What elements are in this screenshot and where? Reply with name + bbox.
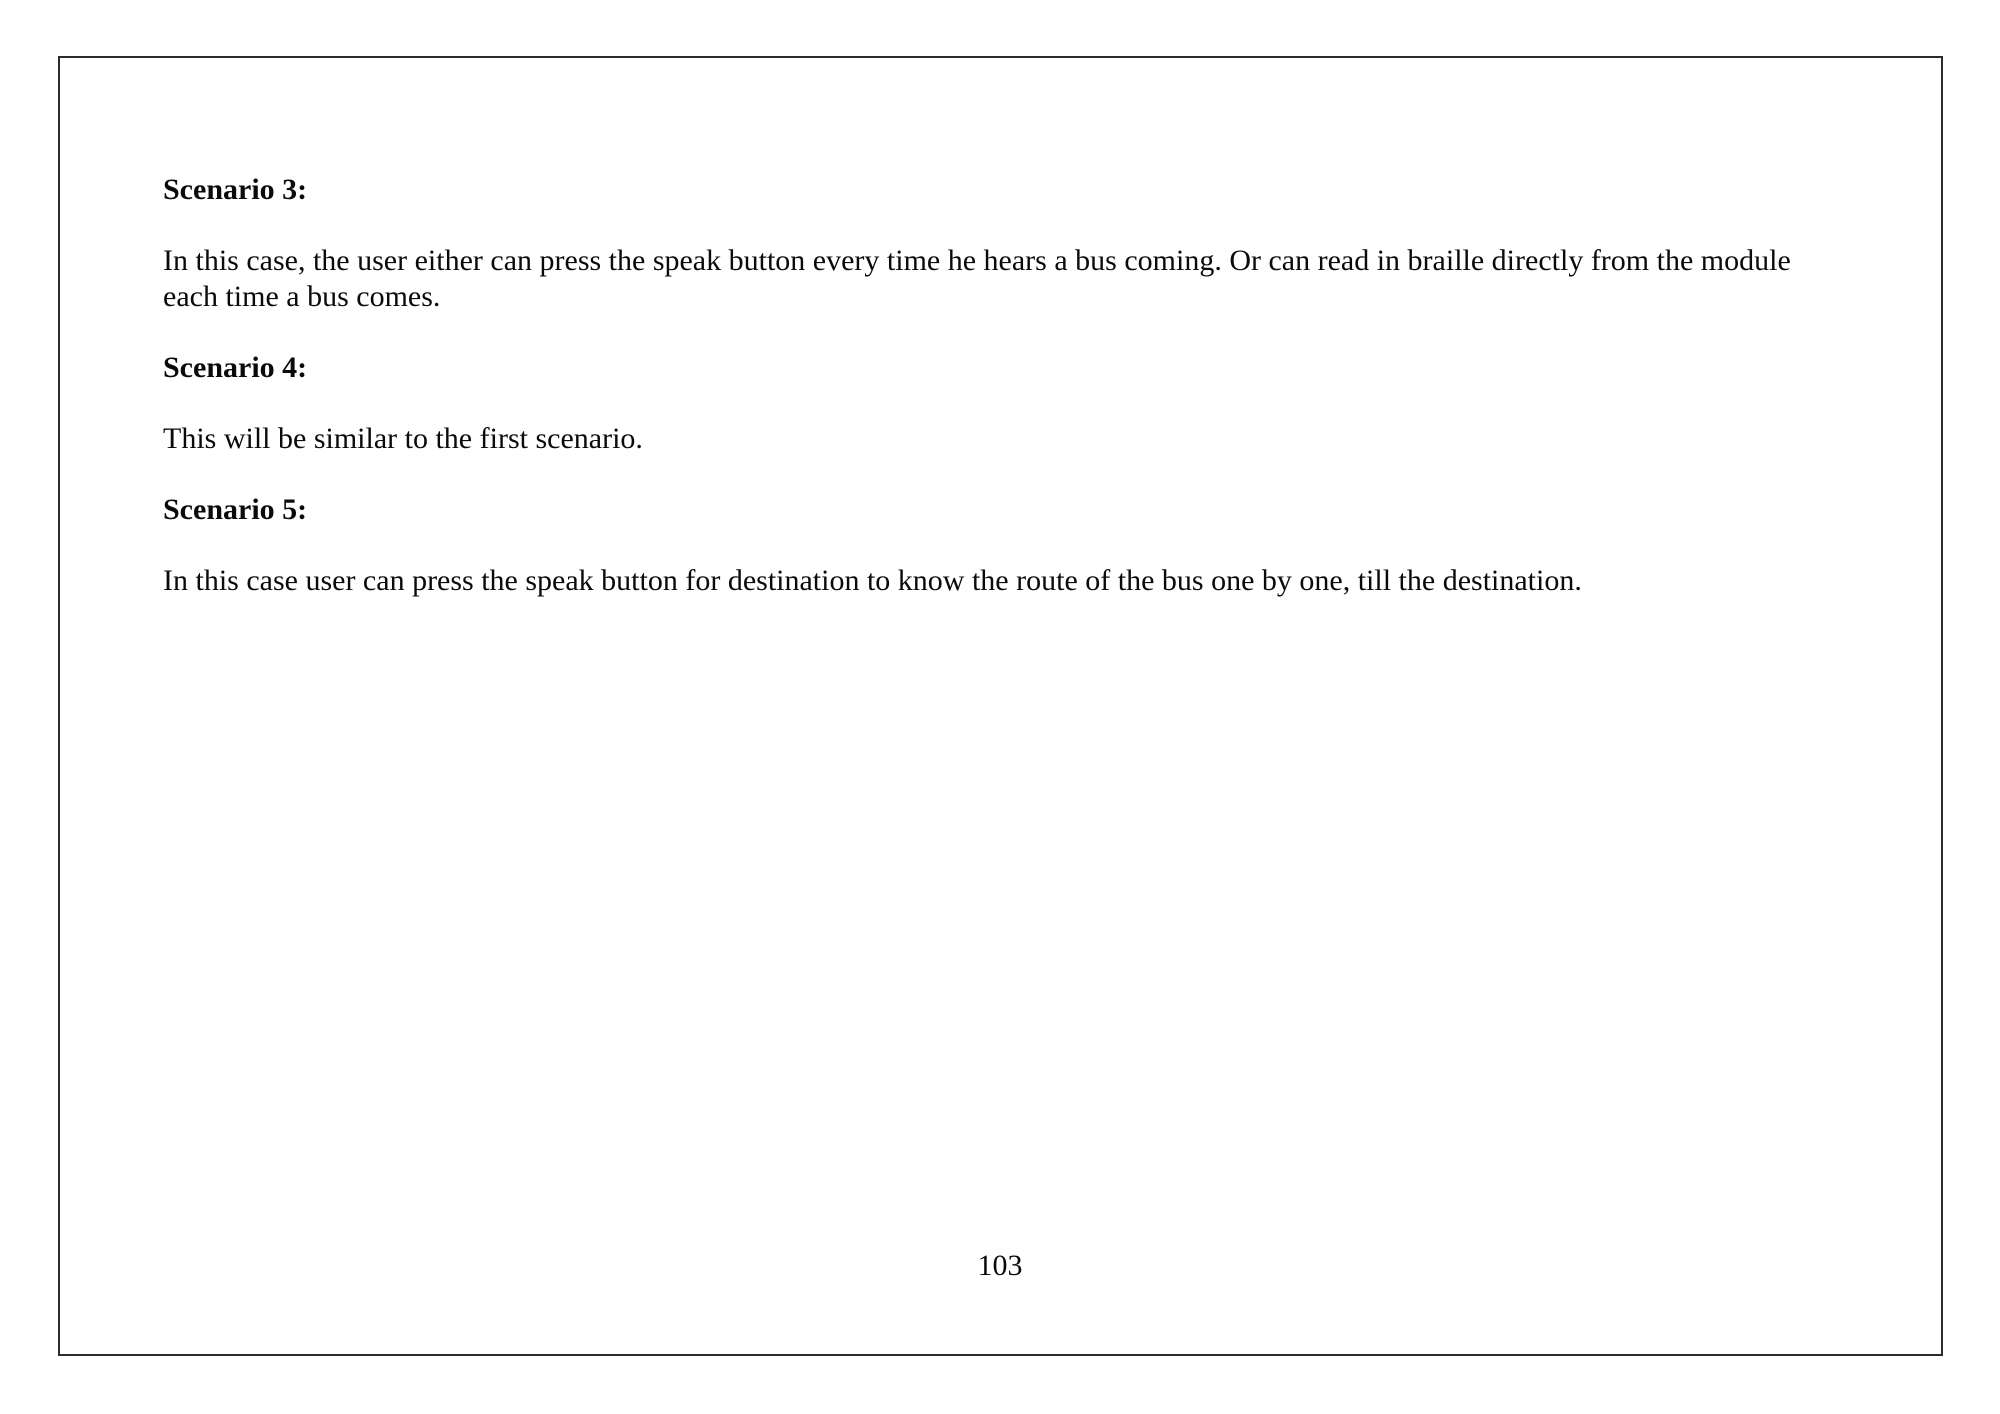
section-scenario-5 — [163, 492, 1793, 599]
section-scenario-3 — [163, 172, 1793, 315]
scenario-3-heading: Scenario 3: — [163, 173, 308, 206]
scenario-3-paragraph: In this case, the user either can press the speak button every time he hears a bus coming. Or can read in braille directly from the module each time a bus comes. — [163, 244, 1791, 313]
scenario-4-paragraph: This will be similar to the first scenario. — [163, 422, 643, 455]
page-number: 103 — [977, 1249, 1023, 1282]
page-content — [163, 172, 1793, 634]
scenario-5-paragraph: In this case user can press the speak button for destination to know the route of the bus one by one, till the destination. — [163, 564, 1582, 597]
scenario-4-heading: Scenario 4: — [163, 351, 308, 384]
scenario-5-heading: Scenario 5: — [163, 493, 308, 526]
section-scenario-4 — [163, 350, 1793, 457]
